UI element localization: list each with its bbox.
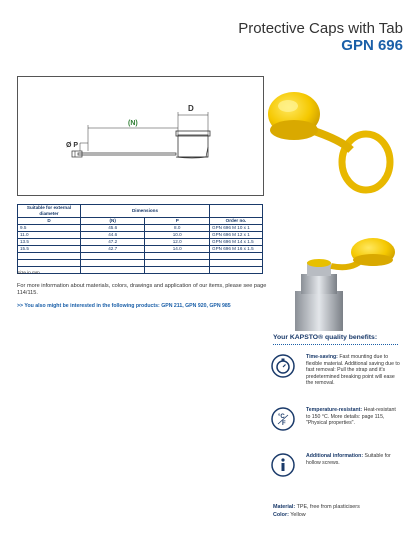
color-label: Color: (273, 512, 289, 518)
col-p: P (145, 218, 210, 225)
related-products-link[interactable]: >> You also might be interested in the following products: GPN 211, GPN 920, GPN 985 (17, 303, 231, 309)
table-row-empty (18, 267, 263, 274)
col-order: Order no. (210, 218, 263, 225)
product-photo-cap (266, 80, 406, 210)
product-photo-fitting (285, 236, 400, 336)
info-note: For more information about materials, colors, drawings and application of our items, please see page 114/115. (17, 283, 267, 296)
technical-drawing (17, 76, 264, 196)
svg-text:°C: °C (278, 414, 285, 420)
benefits-title: Your KAPSTO® quality benefits: (273, 334, 378, 341)
benefit-text: Suitable for hollow screws. (306, 453, 391, 466)
color-value: Yellow (290, 512, 306, 518)
thermometer-icon (271, 407, 295, 431)
head-diameter: Suitable for external diameter (18, 205, 81, 218)
page-title: Protective Caps with Tab (238, 20, 403, 37)
benefit-text: Heat-resistant to 150 °C. More details: page 115, "Physical properties". (306, 407, 396, 427)
benefit-head: Time-saving: (306, 354, 338, 360)
benefit-head: Temperature-resistant: (306, 407, 363, 413)
col-d: D (18, 218, 81, 225)
svg-text:F: F (282, 421, 286, 427)
table-row-empty (18, 260, 263, 267)
dim-label-p: Ø P (66, 142, 79, 149)
dimensions-table (17, 204, 263, 274)
table-row-empty (18, 253, 263, 260)
benefit-text: Fast mounting due to flexible material. Additional saving due to fast removal: Pull the strap and it's predetermined breaking point will ease the removal. (306, 354, 400, 387)
table-row: 9.5 45.6 8.0 GPN 696 M 10 x 1 (18, 225, 263, 232)
head-dimensions: Dimensions (81, 205, 210, 218)
material-value: TPE, free from plasticisers (296, 504, 360, 510)
table-row: 13.5 47.2 12.0 GPN 696 M 14 x 1.5 (18, 239, 263, 246)
benefit-head: Additional information: (306, 453, 364, 459)
col-n: (N) (81, 218, 145, 225)
table-row: 15.5 42.7 14.0 GPN 696 M 16 x 1.5 (18, 246, 263, 253)
table-row: 11.0 44.6 10.0 GPN 696 M 12 x 1 (18, 232, 263, 239)
material-label: Material: (273, 504, 296, 510)
benefits-divider (273, 344, 398, 345)
dim-label-d: D (188, 104, 194, 113)
product-code: GPN 696 (341, 37, 403, 54)
info-icon (271, 453, 295, 477)
stopwatch-icon (271, 354, 295, 378)
size-note: Size in mm (17, 270, 40, 275)
dim-label-n: (N) (128, 120, 138, 127)
material-info (273, 503, 360, 519)
